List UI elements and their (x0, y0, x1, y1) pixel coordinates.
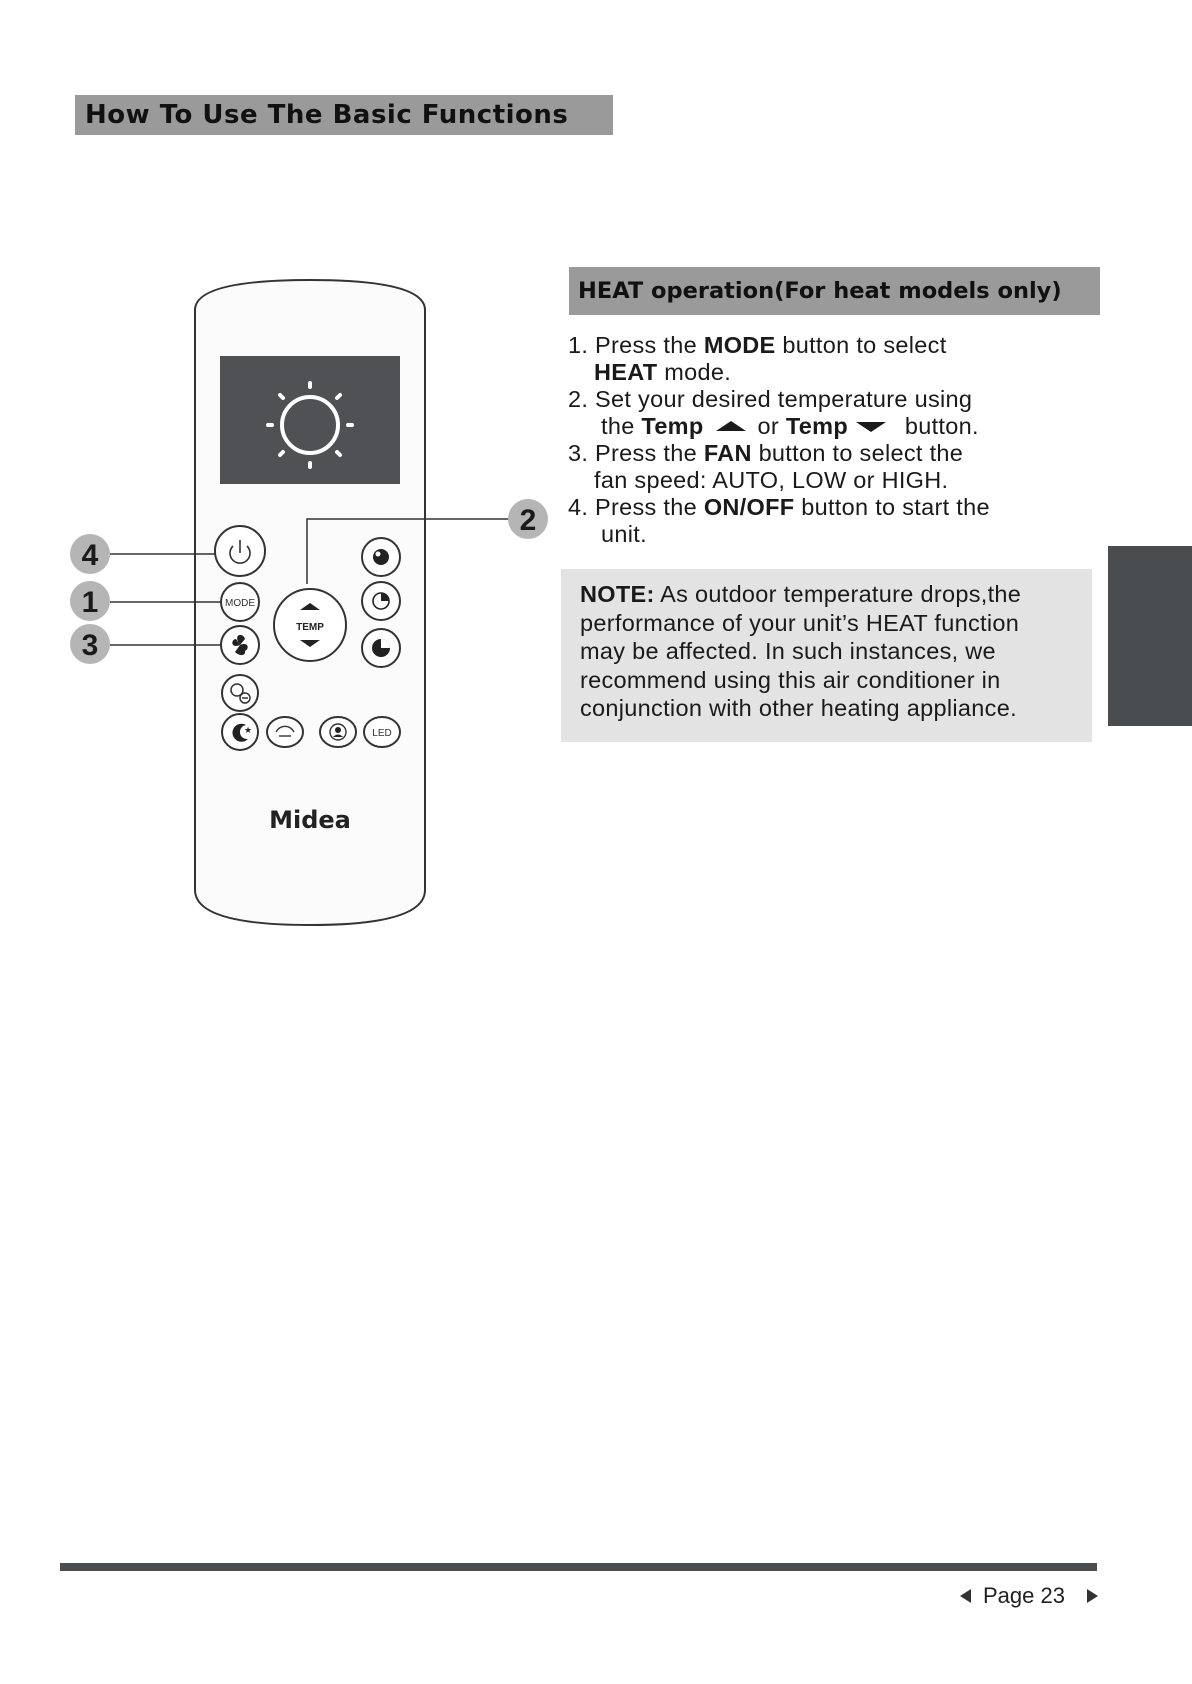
step-3-line-1 (568, 440, 1088, 467)
callout-2-number: 2 (519, 504, 537, 537)
led-button-label: LED (372, 728, 392, 739)
step-4-line-2 (568, 521, 1088, 548)
step-text: button to select the (751, 440, 964, 466)
previous-page-icon[interactable] (960, 1589, 971, 1603)
note-line-5: conjunction with other heating appliance. (580, 695, 1017, 721)
step-text: mode. (657, 359, 732, 385)
note-line-3: may be affected. In such instances, we (580, 638, 996, 664)
step-2-line-2 (568, 413, 1088, 440)
callout-4-number: 4 (81, 539, 99, 572)
step-number: 3. (568, 440, 589, 466)
mode-keyword: MODE (703, 332, 776, 358)
step-4-line-1 (568, 494, 1088, 521)
temp-keyword: Temp (641, 413, 704, 439)
temp-keyword: Temp (785, 413, 849, 439)
callout-3 (70, 624, 110, 664)
step-number: 4. (568, 494, 589, 520)
callout-3-number: 3 (81, 629, 99, 662)
note-line-2: performance of your unit’s HEAT function (580, 609, 1020, 636)
heat-keyword: HEAT (594, 359, 658, 385)
footer-divider (60, 1563, 1097, 1571)
temp-down-arrow-icon (856, 422, 886, 432)
remote-control-illustration (60, 270, 560, 950)
temp-button-label: TEMP (296, 622, 324, 633)
section-title: How To Use The Basic Functions (75, 95, 613, 135)
step-text: Press the (588, 494, 704, 520)
heat-steps-list (568, 332, 1088, 548)
page-navigation (960, 1578, 1098, 1614)
svg-text:★: ★ (244, 726, 253, 736)
step-text: button to start the (794, 494, 990, 520)
step-text: the (601, 413, 642, 439)
step-text: unit. (601, 521, 647, 547)
timer-off-button (222, 675, 258, 711)
onoff-keyword: ON/OFF (703, 494, 795, 520)
callout-1 (70, 581, 110, 621)
temp-up-arrow-icon (716, 421, 746, 431)
step-1-line-2 (568, 359, 1088, 386)
step-text: button to select (775, 332, 947, 358)
note-line-1 (580, 580, 1082, 609)
step-2-line-1 (568, 386, 1088, 413)
step-number: 1. (568, 332, 589, 358)
step-number: 2. (568, 386, 589, 412)
step-text: Press the (588, 440, 704, 466)
brand-logo: Midea (269, 806, 351, 834)
step-1-line-1 (568, 332, 1088, 359)
mode-button-label: MODE (225, 598, 255, 609)
timer-set-icon (372, 639, 390, 657)
callout-1-number: 1 (81, 586, 99, 619)
callout-2 (508, 499, 548, 539)
heat-operation-header: HEAT operation(For heat models only) (569, 267, 1100, 315)
step-text: Press the (588, 332, 704, 358)
next-page-icon[interactable] (1087, 1589, 1098, 1603)
note-label: NOTE: (580, 581, 655, 607)
callout-4 (70, 534, 110, 574)
step-text: Set your desired temperature using (588, 386, 973, 412)
step-text: or (757, 413, 786, 439)
note-text: As outdoor temperature drops,the (654, 581, 1022, 607)
sleep-button (222, 714, 258, 750)
section-side-tab (1108, 546, 1192, 726)
page-number: Page 23 (983, 1583, 1065, 1608)
note-line-4: recommend using this air conditioner in (580, 666, 1001, 693)
step-text: button. (898, 413, 979, 439)
fan-keyword: FAN (703, 440, 752, 466)
step-3-line-2 (568, 467, 1088, 494)
note-box (561, 569, 1092, 742)
swing-button (267, 717, 303, 747)
turbo-icon (373, 549, 389, 565)
step-text: fan speed: AUTO, LOW or HIGH. (594, 467, 949, 493)
